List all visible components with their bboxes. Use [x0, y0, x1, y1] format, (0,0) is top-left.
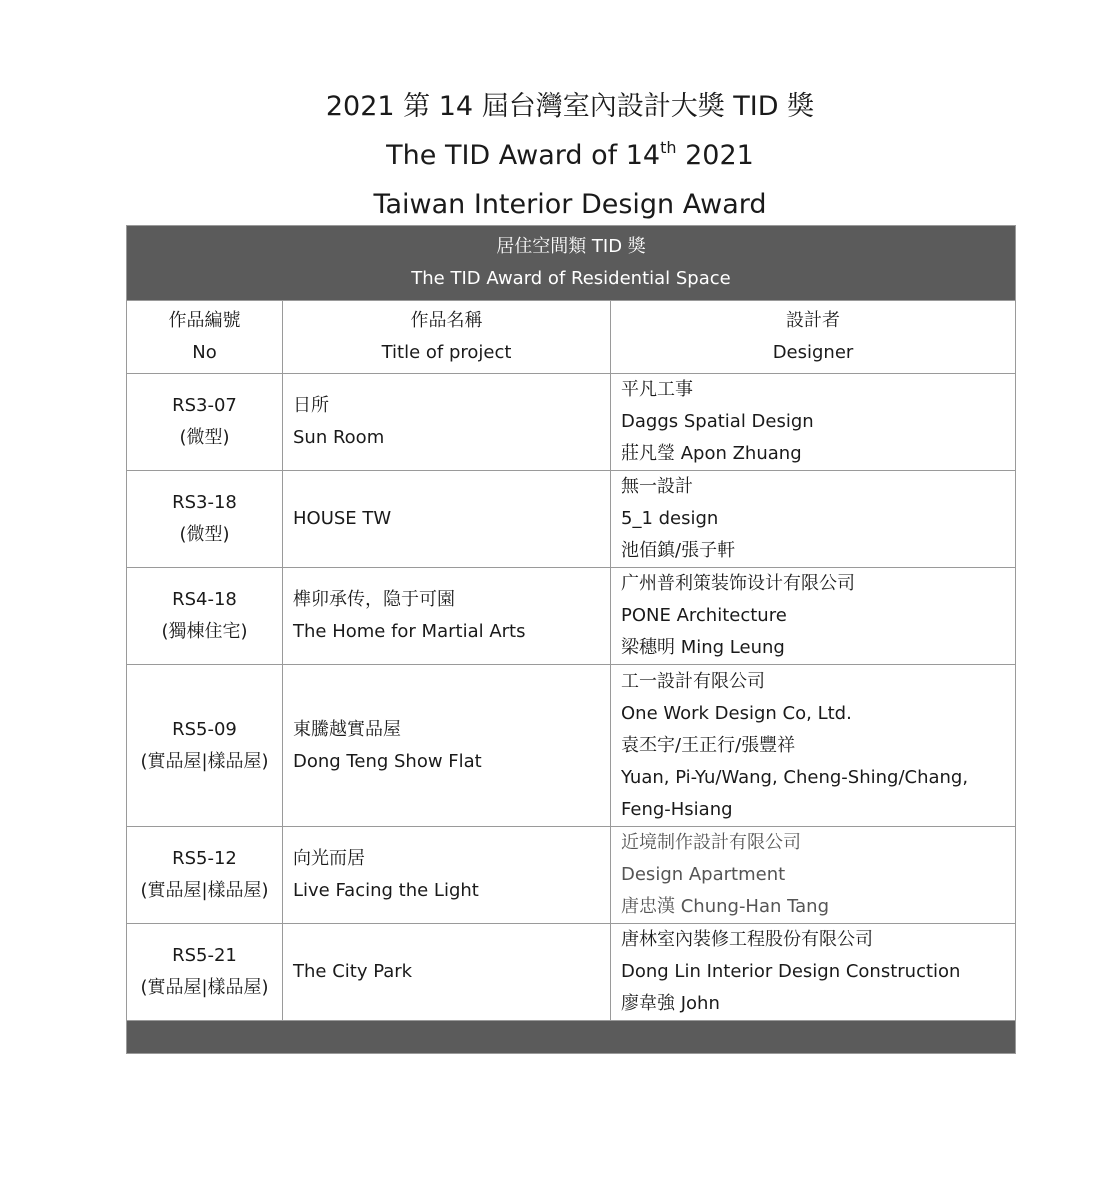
table-row: [127, 924, 1016, 1021]
designer-line: 唐忠漢 Chung-Han Tang: [621, 896, 830, 917]
designer-line: 工一設計有限公司: [621, 670, 765, 692]
title-line-en: Taiwan Interior Design Award: [373, 189, 767, 220]
document-title: [0, 82, 1113, 229]
column-no-zh: 作品編號: [168, 310, 241, 331]
designer-line: 袁丕宇/王正行/張豐祥: [621, 734, 796, 756]
awards-table: [126, 225, 1016, 1054]
entry-title-en: Sun Room: [293, 427, 385, 448]
column-designer-zh: 設計者: [786, 310, 840, 331]
entry-type: (實品屋|樣品屋): [140, 977, 269, 998]
entry-title-en: Live Facing the Light: [293, 880, 479, 901]
entry-title-cell: [283, 924, 611, 1021]
designer-line: PONE Architecture: [621, 605, 787, 626]
entry-no: RS3-18: [172, 492, 237, 513]
entry-designer-cell: [611, 827, 1016, 924]
designer-line: Dong Lin Interior Design Construction: [621, 961, 961, 982]
designer-line: 池佰鎮/張子軒: [621, 540, 736, 561]
entry-title-cell: [283, 568, 611, 665]
entry-designer-cell: [611, 471, 1016, 568]
table-row: [127, 827, 1016, 924]
table-row: [127, 568, 1016, 665]
designer-line: 近境制作設計有限公司: [621, 832, 801, 853]
entry-title-en: HOUSE TW: [293, 508, 392, 529]
entry-title-zh: 日所: [293, 395, 329, 416]
title-award-suffix: 2021: [676, 140, 754, 171]
entry-no: RS5-09: [172, 718, 237, 740]
entry-title-en: Dong Teng Show Flat: [293, 750, 482, 772]
entry-no: RS3-07: [172, 395, 237, 416]
entry-no-cell: [127, 665, 283, 827]
designer-line: One Work Design Co, Ltd.: [621, 702, 852, 724]
column-no-en: No: [192, 342, 217, 363]
table-footer-bar: [127, 1021, 1016, 1054]
column-title-en: Title of project: [381, 342, 512, 363]
table-row: [127, 374, 1016, 471]
entry-no-cell: [127, 924, 283, 1021]
entry-title-cell: [283, 471, 611, 568]
category-header: [127, 226, 1016, 301]
designer-line: 梁穗明 Ming Leung: [621, 637, 785, 658]
column-header-no: [127, 301, 283, 374]
column-header-row: [127, 301, 1016, 374]
designer-line: Daggs Spatial Design: [621, 411, 814, 432]
designer-line: 唐林室內裝修工程股份有限公司: [621, 929, 873, 950]
entry-designer-cell: [611, 568, 1016, 665]
entry-no-cell: [127, 568, 283, 665]
column-header-designer: [611, 301, 1016, 374]
entry-designer-cell: [611, 665, 1016, 827]
entry-title-cell: [283, 827, 611, 924]
table-row: [127, 471, 1016, 568]
category-en: The TID Award of Residential Space: [411, 268, 731, 289]
entry-title-cell: [283, 665, 611, 827]
entry-title-en: The City Park: [293, 961, 413, 982]
column-title-zh: 作品名稱: [410, 310, 483, 331]
entry-type: (微型): [179, 427, 230, 448]
entry-designer-cell: [611, 374, 1016, 471]
entry-title-en: The Home for Martial Arts: [293, 621, 526, 642]
entry-title-cell: [283, 374, 611, 471]
entry-no: RS4-18: [172, 589, 237, 610]
entry-title-zh: 向光而居: [293, 848, 365, 869]
entry-no: RS5-21: [172, 945, 237, 966]
designer-line: 平凡工事: [621, 379, 693, 400]
entry-type: (微型): [179, 524, 230, 545]
title-award-sup: th: [660, 138, 677, 157]
designer-line: 5_1 design: [621, 508, 719, 529]
entry-title-zh: 榫卯承传，隐于可園: [293, 589, 455, 610]
entry-type: (獨棟住宅): [161, 621, 248, 642]
title-award-prefix: The TID Award of 14: [386, 140, 661, 171]
table-row: [127, 665, 1016, 827]
designer-line: 無一設計: [621, 476, 693, 497]
entry-designer-cell: [611, 924, 1016, 1021]
column-header-title: [283, 301, 611, 374]
title-line-award: [0, 131, 1113, 180]
designer-line: Yuan, Pi-Yu/Wang, Cheng-Shing/Chang,: [621, 766, 969, 788]
designer-line: Feng-Hsiang: [621, 798, 733, 820]
designer-line: Design Apartment: [621, 864, 786, 885]
designer-line: 莊凡瑩 Apon Zhuang: [621, 443, 802, 464]
entry-no-cell: [127, 471, 283, 568]
designer-line: 廖韋強 John: [621, 993, 720, 1014]
entry-no-cell: [127, 827, 283, 924]
entry-type: (實品屋|樣品屋): [140, 750, 269, 772]
entry-no-cell: [127, 374, 283, 471]
column-designer-en: Designer: [772, 342, 854, 363]
category-zh: 居住空間類 TID 獎: [496, 236, 646, 257]
entry-type: (實品屋|樣品屋): [140, 880, 269, 901]
title-line-zh: 2021 第 14 屆台灣室內設計大獎 TID 獎: [325, 91, 815, 122]
designer-line: 广州普利策装饰设计有限公司: [621, 573, 855, 594]
entry-no: RS5-12: [172, 848, 237, 869]
entry-title-zh: 東騰越實品屋: [293, 718, 401, 740]
